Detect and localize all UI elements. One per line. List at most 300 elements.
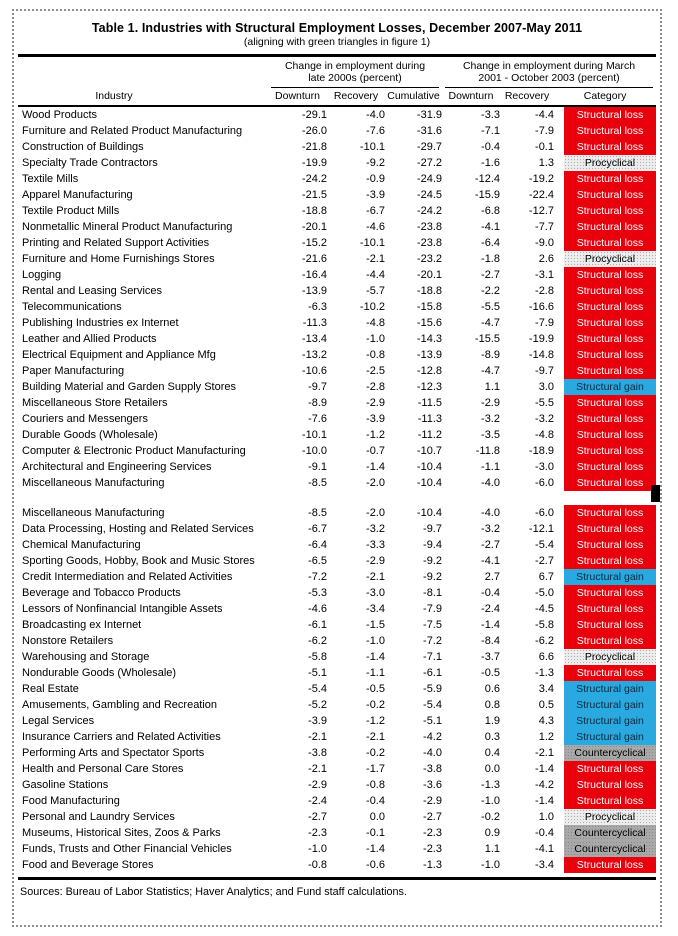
value-cell: -19.9 (301, 157, 327, 169)
panel-1-body (18, 107, 656, 491)
industry-cell: Credit Intermediation and Related Activities (22, 571, 233, 583)
value-cell: -13.9 (301, 285, 327, 297)
category-badge: Structural loss (564, 537, 656, 553)
category-cell (554, 155, 656, 171)
industry-cell: Performing Arts and Spectator Sports (22, 747, 205, 759)
category-badge: Structural loss (564, 443, 656, 459)
value-cell: -9.2 (423, 555, 442, 567)
value-cell: -1.1 (481, 461, 500, 473)
value-cell: -4.2 (423, 731, 442, 743)
value-cell: 0.0 (369, 811, 385, 823)
value-cell: -1.0 (366, 635, 385, 647)
value-cell: -4.0 (423, 747, 442, 759)
value-cell: -15.9 (474, 189, 500, 201)
value-cell: 0.4 (484, 747, 500, 759)
value-cell: -16.6 (528, 301, 554, 313)
table-row (18, 219, 656, 235)
col-group-2001-2003 (442, 57, 656, 88)
table-row (18, 601, 656, 617)
industry-cell: Building Material and Garden Supply Stores (22, 381, 237, 393)
value-cell: -10.4 (416, 477, 442, 489)
value-cell: -2.2 (481, 285, 500, 297)
value-cell: -2.7 (308, 811, 327, 823)
value-cell: -5.5 (535, 397, 554, 409)
category-badge: Structural loss (564, 761, 656, 777)
value-cell: -3.8 (423, 763, 442, 775)
value-cell: -2.7 (535, 555, 554, 567)
group1-line2: late 2000s (percent) (308, 72, 402, 84)
value-cell: 6.7 (538, 571, 554, 583)
value-cell: -7.1 (423, 651, 442, 663)
category-cell (554, 729, 656, 745)
value-cell: -0.4 (481, 141, 500, 153)
category-cell (554, 379, 656, 395)
value-cell: 3.4 (538, 683, 554, 695)
value-cell: -1.4 (535, 795, 554, 807)
value-cell: -2.9 (366, 555, 385, 567)
table-row (18, 187, 656, 203)
value-cell: -10.7 (416, 445, 442, 457)
value-cell: -10.1 (359, 141, 385, 153)
value-cell: -6.8 (481, 205, 500, 217)
value-cell: -2.1 (366, 571, 385, 583)
industry-cell: Legal Services (22, 715, 95, 727)
category-cell (554, 793, 656, 809)
value-cell: -23.8 (416, 237, 442, 249)
value-cell: -3.2 (535, 413, 554, 425)
value-cell: -18.8 (416, 285, 442, 297)
category-badge: Structural loss (564, 219, 656, 235)
value-cell: -3.7 (481, 651, 500, 663)
category-badge: Structural loss (564, 633, 656, 649)
industry-cell: Printing and Related Support Activities (22, 237, 210, 249)
value-cell: -7.5 (423, 619, 442, 631)
value-cell: -0.9 (366, 173, 385, 185)
category-cell (554, 777, 656, 793)
value-cell: -29.7 (416, 141, 442, 153)
value-cell: -20.1 (416, 269, 442, 281)
value-cell: -9.0 (535, 237, 554, 249)
industry-cell: Insurance Carriers and Related Activities (22, 731, 221, 743)
category-badge: Structural loss (564, 475, 656, 491)
value-cell: -4.6 (308, 603, 327, 615)
industry-cell: Architectural and Engineering Services (22, 461, 212, 473)
value-cell: -0.4 (366, 795, 385, 807)
table-row (18, 171, 656, 187)
category-badge: Procyclical (564, 251, 656, 267)
table-row (18, 825, 656, 841)
value-cell: -0.1 (535, 141, 554, 153)
value-cell: -2.3 (423, 827, 442, 839)
value-cell: -12.3 (416, 381, 442, 393)
value-cell: -2.9 (308, 779, 327, 791)
col-downturn-1: Downturn (275, 89, 320, 102)
category-cell (554, 569, 656, 585)
table-row (18, 617, 656, 633)
category-cell (554, 427, 656, 443)
category-cell (554, 601, 656, 617)
value-cell: -2.1 (366, 253, 385, 265)
value-cell: -2.0 (366, 477, 385, 489)
value-cell: -12.1 (528, 523, 554, 535)
category-badge: Procyclical (564, 649, 656, 665)
category-cell (554, 203, 656, 219)
value-cell: 0.5 (538, 699, 554, 711)
table-row (18, 729, 656, 745)
category-cell (554, 347, 656, 363)
industry-cell: Durable Goods (Wholesale) (22, 429, 158, 441)
value-cell: 1.9 (484, 715, 500, 727)
value-cell: -0.8 (366, 349, 385, 361)
category-cell (554, 697, 656, 713)
value-cell: -26.0 (301, 125, 327, 137)
value-cell: -2.1 (535, 747, 554, 759)
value-cell: -15.2 (301, 237, 327, 249)
value-cell: -3.9 (366, 189, 385, 201)
value-cell: -11.8 (475, 445, 500, 457)
value-cell: -0.2 (366, 747, 385, 759)
category-badge: Structural loss (564, 857, 656, 873)
table-row (18, 569, 656, 585)
table-row (18, 553, 656, 569)
value-cell: -11.2 (417, 429, 442, 441)
category-badge: Structural loss (564, 235, 656, 251)
value-cell: -3.2 (481, 413, 500, 425)
value-cell: -8.5 (308, 477, 327, 489)
value-cell: -24.2 (416, 205, 442, 217)
value-cell: -1.3 (535, 667, 554, 679)
value-cell: -24.2 (301, 173, 327, 185)
category-badge: Countercyclical (564, 841, 656, 857)
industry-cell: Funds, Trusts and Other Financial Vehicles (22, 843, 232, 855)
category-cell (554, 681, 656, 697)
value-cell: -0.1 (366, 827, 385, 839)
col-category: Category (583, 89, 627, 102)
table-row (18, 283, 656, 299)
value-cell: -2.9 (423, 795, 442, 807)
value-cell: -1.0 (481, 859, 500, 871)
value-cell: -1.4 (366, 843, 385, 855)
value-cell: -3.3 (366, 539, 385, 551)
value-cell: -7.2 (423, 635, 442, 647)
industry-cell: Nonstore Retailers (22, 635, 114, 647)
value-cell: -3.6 (423, 779, 442, 791)
value-cell: -1.3 (423, 859, 442, 871)
table-row (18, 745, 656, 761)
value-cell: -1.8 (481, 253, 500, 265)
industry-cell: Rental and Leasing Services (22, 285, 163, 297)
col-recovery-2: Recovery (504, 89, 550, 102)
table-row (18, 203, 656, 219)
value-cell: -1.6 (481, 157, 500, 169)
value-cell: -18.8 (301, 205, 327, 217)
value-cell: 4.3 (538, 715, 554, 727)
category-badge: Structural gain (564, 569, 656, 585)
value-cell: 0.6 (484, 683, 500, 695)
category-cell (554, 521, 656, 537)
industry-header-spacer (18, 57, 268, 88)
industry-cell: Lessors of Nonfinancial Intangible Assets (22, 603, 223, 615)
value-cell: -3.2 (366, 523, 385, 535)
table-row (18, 649, 656, 665)
category-cell (554, 267, 656, 283)
group2-line2: 2001 - October 2003 (percent) (478, 72, 620, 84)
category-cell (554, 395, 656, 411)
category-cell (554, 633, 656, 649)
value-cell: -14.3 (416, 333, 442, 345)
value-cell: -15.8 (416, 301, 442, 313)
value-cell: -4.7 (481, 365, 500, 377)
industry-cell: Leather and Allied Products (22, 333, 157, 345)
value-cell: -13.4 (301, 333, 327, 345)
category-cell (554, 187, 656, 203)
value-cell: -9.7 (308, 381, 327, 393)
value-cell: -3.4 (535, 859, 554, 871)
category-badge: Structural gain (564, 729, 656, 745)
table-row (18, 697, 656, 713)
value-cell: -10.4 (416, 507, 442, 519)
industry-header: Industry (95, 89, 133, 102)
category-cell (554, 235, 656, 251)
value-cell: -31.6 (416, 125, 442, 137)
value-cell: -8.9 (481, 349, 500, 361)
table-row (18, 459, 656, 475)
table-row (18, 315, 656, 331)
value-cell: -2.9 (481, 397, 500, 409)
table-row (18, 713, 656, 729)
value-cell: -11.3 (302, 317, 327, 329)
value-cell: 3.0 (538, 381, 554, 393)
category-cell (554, 459, 656, 475)
value-cell: -1.0 (366, 333, 385, 345)
value-cell: -2.4 (308, 795, 327, 807)
value-cell: -6.7 (308, 523, 327, 535)
value-cell: -0.8 (308, 859, 327, 871)
category-cell (554, 761, 656, 777)
value-cell: -6.2 (535, 635, 554, 647)
panel-2-body (18, 505, 656, 873)
value-cell: -2.7 (481, 269, 500, 281)
industry-cell: Logging (22, 269, 62, 281)
value-cell: -0.8 (366, 779, 385, 791)
table-row (18, 411, 656, 427)
value-cell: -5.1 (423, 715, 442, 727)
category-badge: Structural loss (564, 777, 656, 793)
value-cell: -13.9 (416, 349, 442, 361)
category-badge: Structural loss (564, 505, 656, 521)
value-cell: -5.1 (308, 667, 327, 679)
industry-cell: Museums, Historical Sites, Zoos & Parks (22, 827, 221, 839)
value-cell: -2.9 (366, 397, 385, 409)
value-cell: -4.1 (481, 221, 500, 233)
value-cell: -1.0 (308, 843, 327, 855)
industry-cell: Miscellaneous Store Retailers (22, 397, 168, 409)
industry-cell: Food and Beverage Stores (22, 859, 154, 871)
value-cell: 1.1 (484, 843, 500, 855)
category-cell (554, 665, 656, 681)
value-cell: -1.4 (535, 763, 554, 775)
industry-cell: Paper Manufacturing (22, 365, 125, 377)
category-cell (554, 299, 656, 315)
value-cell: -0.5 (366, 683, 385, 695)
value-cell: -21.8 (301, 141, 327, 153)
value-cell: -5.4 (535, 539, 554, 551)
value-cell: -7.9 (423, 603, 442, 615)
value-cell: -9.4 (423, 539, 442, 551)
value-cell: -4.8 (366, 317, 385, 329)
value-cell: -27.2 (416, 157, 442, 169)
value-cell: -18.9 (528, 445, 554, 457)
category-badge: Structural loss (564, 171, 656, 187)
value-cell: -0.4 (481, 587, 500, 599)
value-cell: -24.5 (416, 189, 442, 201)
category-cell (554, 283, 656, 299)
category-badge: Structural loss (564, 585, 656, 601)
category-cell (554, 475, 656, 491)
industry-cell: Miscellaneous Manufacturing (22, 477, 165, 489)
industry-cell: Amusements, Gambling and Recreation (22, 699, 218, 711)
table-row (18, 347, 656, 363)
industry-cell: Chemical Manufacturing (22, 539, 141, 551)
category-cell (554, 825, 656, 841)
value-cell: -2.3 (423, 843, 442, 855)
value-cell: -4.8 (535, 429, 554, 441)
value-cell: -5.8 (535, 619, 554, 631)
value-cell: -7.6 (308, 413, 327, 425)
value-cell: -11.3 (417, 413, 442, 425)
table-row (18, 809, 656, 825)
value-cell: -2.1 (366, 731, 385, 743)
value-cell: -9.2 (366, 157, 385, 169)
industry-cell: Textile Mills (22, 173, 79, 185)
table-row (18, 857, 656, 873)
category-badge: Structural loss (564, 203, 656, 219)
value-cell: -5.4 (308, 683, 327, 695)
category-badge: Structural gain (564, 713, 656, 729)
category-cell (554, 107, 656, 123)
value-cell: -3.3 (481, 109, 500, 121)
category-cell (554, 649, 656, 665)
table-figure (12, 9, 662, 927)
value-cell: -10.1 (301, 429, 327, 441)
value-cell: -19.2 (528, 173, 554, 185)
value-cell: 1.3 (538, 157, 554, 169)
value-cell: -11.5 (417, 397, 442, 409)
value-cell: -4.1 (481, 555, 500, 567)
table-row (18, 123, 656, 139)
industry-cell: Miscellaneous Manufacturing (22, 507, 165, 519)
value-cell: -15.5 (474, 333, 500, 345)
category-cell (554, 553, 656, 569)
value-cell: 0.8 (484, 699, 500, 711)
category-badge: Structural loss (564, 553, 656, 569)
value-cell: -5.8 (308, 651, 327, 663)
value-cell: 2.7 (484, 571, 500, 583)
value-cell: -2.3 (308, 827, 327, 839)
scan-artifact-mark (651, 485, 660, 502)
table-row (18, 585, 656, 601)
category-badge: Structural loss (564, 617, 656, 633)
value-cell: 2.6 (538, 253, 554, 265)
value-cell: -19.9 (528, 333, 554, 345)
value-cell: -3.1 (535, 269, 554, 281)
industry-cell: Couriers and Messengers (22, 413, 148, 425)
category-cell (554, 443, 656, 459)
value-cell: -10.4 (416, 461, 442, 473)
category-cell (554, 219, 656, 235)
value-cell: -4.4 (535, 109, 554, 121)
value-cell: -5.0 (535, 587, 554, 599)
category-cell (554, 123, 656, 139)
value-cell: -21.5 (301, 189, 327, 201)
value-cell: -2.7 (481, 539, 500, 551)
value-cell: -2.1 (308, 763, 327, 775)
value-cell: -5.3 (308, 587, 327, 599)
value-cell: -6.2 (308, 635, 327, 647)
industry-cell: Electrical Equipment and Appliance Mfg (22, 349, 216, 361)
value-cell: -10.2 (359, 301, 385, 313)
category-badge: Structural loss (564, 187, 656, 203)
category-badge: Structural loss (564, 331, 656, 347)
industry-cell: Health and Personal Care Stores (22, 763, 184, 775)
category-badge: Structural loss (564, 347, 656, 363)
category-cell (554, 139, 656, 155)
category-badge: Procyclical (564, 809, 656, 825)
industry-cell: Broadcasting ex Internet (22, 619, 142, 631)
category-badge: Structural gain (564, 681, 656, 697)
value-cell: -29.1 (301, 109, 327, 121)
value-cell: -7.9 (535, 125, 554, 137)
value-cell: -9.7 (535, 365, 554, 377)
value-cell: -1.5 (366, 619, 385, 631)
value-cell: -7.6 (366, 125, 385, 137)
value-cell: -6.1 (423, 667, 442, 679)
table-row (18, 299, 656, 315)
value-cell: -1.4 (481, 619, 500, 631)
value-cell: -2.4 (481, 603, 500, 615)
table-row (18, 505, 656, 521)
value-cell: -0.6 (366, 859, 385, 871)
category-badge: Structural gain (564, 697, 656, 713)
value-cell: 1.2 (538, 731, 554, 743)
value-cell: 0.0 (484, 763, 500, 775)
category-cell (554, 857, 656, 873)
column-headers (18, 57, 656, 105)
value-cell: -5.5 (481, 301, 500, 313)
value-cell: -2.1 (308, 731, 327, 743)
value-cell: -1.2 (366, 715, 385, 727)
category-badge: Structural loss (564, 427, 656, 443)
value-cell: -9.7 (423, 523, 442, 535)
industry-cell: Construction of Buildings (22, 141, 144, 153)
category-badge: Structural loss (564, 521, 656, 537)
industry-cell: Real Estate (22, 683, 79, 695)
value-cell: -6.7 (366, 205, 385, 217)
category-badge: Countercyclical (564, 825, 656, 841)
value-cell: -1.4 (366, 461, 385, 473)
industry-cell: Furniture and Related Product Manufacturing (22, 125, 243, 137)
industry-cell: Warehousing and Storage (22, 651, 150, 663)
table-row (18, 443, 656, 459)
value-cell: -3.9 (308, 715, 327, 727)
value-cell: -3.9 (366, 413, 385, 425)
industry-cell: Sporting Goods, Hobby, Book and Music Stores (22, 555, 255, 567)
value-cell: -9.1 (308, 461, 327, 473)
category-cell (554, 171, 656, 187)
category-badge: Structural loss (564, 139, 656, 155)
category-cell (554, 809, 656, 825)
industry-cell: Nondurable Goods (Wholesale) (22, 667, 177, 679)
